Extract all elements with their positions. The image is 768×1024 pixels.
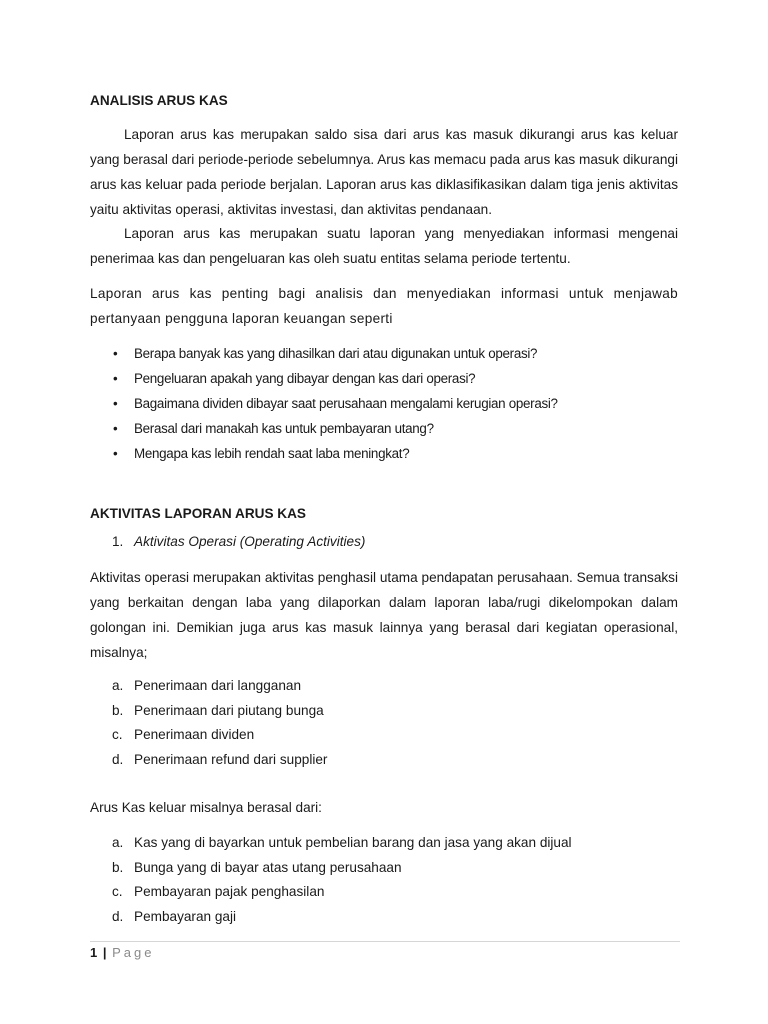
list-item: c. Pembayaran pajak penghasilan [112, 884, 325, 899]
outflow-list [90, 831, 678, 929]
bullet-icon: • [113, 346, 118, 361]
outflow-intro: Arus Kas keluar misalnya berasal dari: [90, 800, 322, 815]
inflow-list [90, 674, 678, 772]
list-item: a. Kas yang di bayarkan untuk pembelian barang dan jasa yang akan dijual [112, 835, 572, 850]
bullet-icon: • [113, 396, 118, 411]
bullet-icon: • [113, 446, 118, 461]
paragraph-definition: Laporan arus kas merupakan suatu laporan yang menyediakan informasi mengenai penerimaa kas dan pengeluaran kas oleh suatu entitas selama periode tertentu. [90, 226, 678, 266]
list-item: b. Penerimaan dari piutang bunga [112, 702, 324, 718]
page-label: Page [112, 945, 155, 960]
page-footer [90, 944, 155, 962]
page-number: 1 [90, 945, 98, 960]
section-title-aktivitas: AKTIVITAS LAPORAN ARUS KAS [90, 506, 306, 521]
item-number: 1. [112, 534, 124, 549]
list-item: b. Bunga yang di bayar atas utang perusahaan [112, 859, 402, 875]
list-item: d. Penerimaan refund dari supplier [112, 751, 328, 767]
list-item: • Mengapa kas lebih rendah saat laba meningkat? [90, 441, 678, 466]
paragraph-operating: Aktivitas operasi merupakan aktivitas penghasil utama pendapatan perusahaan. Semua transaksi yang berkaitan dengan laba yang dilaporkan dalam laporan laba/rugi dikelompokan dalam golongan ini. Demikian juga arus kas masuk lainnya yang berasal dari kegiatan operasional, misalnya; [90, 570, 678, 660]
footer-divider [90, 941, 680, 942]
list-item: c. Penerimaan dividen [112, 727, 255, 742]
list-item: • Pengeluaran apakah yang dibayar dengan kas dari operasi? [90, 366, 678, 391]
numbered-item-operasi [90, 533, 722, 551]
list-item: • Bagaimana dividen dibayar saat perusahaan mengalami kerugian operasi? [90, 391, 678, 416]
section-title-analisis: ANALISIS ARUS KAS [90, 93, 228, 108]
bullet-icon: • [113, 371, 118, 386]
list-item: d. Pembayaran gaji [112, 908, 237, 924]
item-title: Aktivitas Operasi (Operating Activities) [134, 534, 366, 549]
bullet-icon: • [113, 421, 118, 436]
list-item: • Berapa banyak kas yang dihasilkan dari atau digunakan untuk operasi? [90, 341, 678, 366]
list-item: • Berasal dari manakah kas untuk pembayaran utang? [90, 416, 678, 441]
footer-separator: | [102, 945, 107, 960]
paragraph-importance: Laporan arus kas penting bagi analisis dan menyediakan informasi untuk menjawab pertanyaan pengguna laporan keuangan seperti [90, 286, 678, 326]
paragraph-intro: Laporan arus kas merupakan saldo sisa dari arus kas masuk dikurangi arus kas keluar yang berasal dari periode-periode sebelumnya. Arus kas memacu pada arus kas masuk dikurangi arus kas keluar pada periode berjalan. Laporan arus kas diklasifikasikan dalam tiga jenis aktivitas yaitu aktivitas operasi, aktivitas investasi, dan aktivitas pendanaan. [90, 127, 678, 217]
question-list [90, 341, 678, 466]
list-item: a. Penerimaan dari langganan [112, 678, 302, 693]
